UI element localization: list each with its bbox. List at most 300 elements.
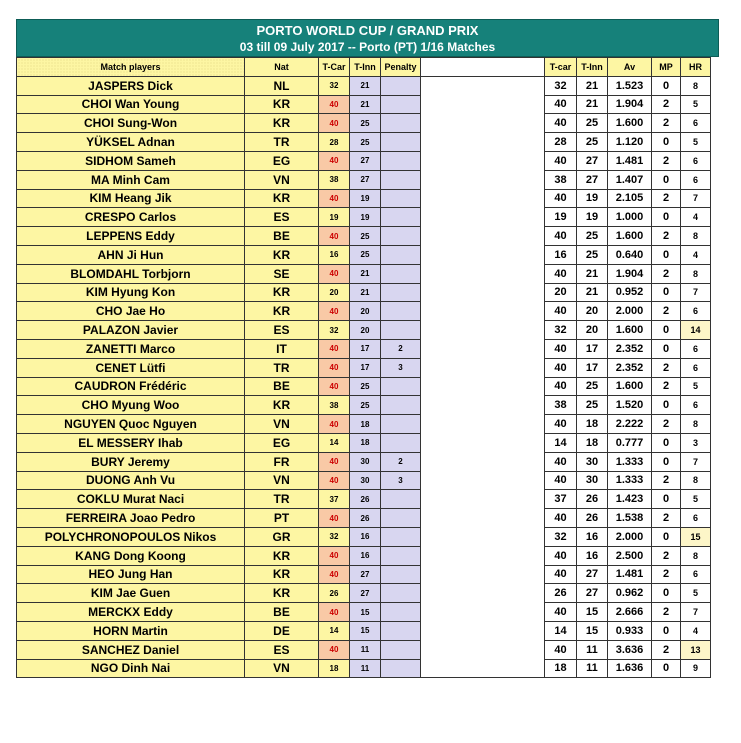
- header-tinn-right: T-Inn: [577, 58, 608, 77]
- result-points-cell: 32: [545, 527, 577, 546]
- table-row: [17, 509, 711, 528]
- table-row: [17, 415, 711, 434]
- nationality-cell: NL: [245, 76, 319, 95]
- average-cell: 0.640: [608, 245, 652, 264]
- table-row: [17, 377, 711, 396]
- points-scored-cell: 28: [319, 133, 350, 152]
- match-points-cell: 0: [652, 170, 681, 189]
- result-innings-cell: 30: [577, 452, 608, 471]
- player-name-cell: BURY Jeremy: [17, 452, 245, 471]
- result-innings-cell: 20: [577, 302, 608, 321]
- player-name-cell: POLYCHRONOPOULOS Nikos: [17, 527, 245, 546]
- spacer-cell: [421, 377, 545, 396]
- table-row: [17, 339, 711, 358]
- average-cell: 0.962: [608, 584, 652, 603]
- nationality-cell: PT: [245, 509, 319, 528]
- high-run-cell: 7: [681, 452, 711, 471]
- spacer-cell: [421, 621, 545, 640]
- average-cell: 1.538: [608, 509, 652, 528]
- result-innings-cell: 25: [577, 245, 608, 264]
- high-run-cell: 6: [681, 565, 711, 584]
- penalty-cell: [381, 189, 421, 208]
- match-points-cell: 2: [652, 227, 681, 246]
- points-scored-cell: 26: [319, 584, 350, 603]
- match-points-cell: 0: [652, 584, 681, 603]
- innings-cell: 27: [350, 565, 381, 584]
- player-name-cell: KIM Heang Jik: [17, 189, 245, 208]
- table-row: [17, 189, 711, 208]
- innings-cell: 30: [350, 471, 381, 490]
- table-row: [17, 114, 711, 133]
- nationality-cell: EG: [245, 151, 319, 170]
- spacer-cell: [421, 490, 545, 509]
- nationality-cell: TR: [245, 358, 319, 377]
- player-name-cell: AHN Ji Hun: [17, 245, 245, 264]
- nationality-cell: VN: [245, 471, 319, 490]
- player-name-cell: HORN Martin: [17, 621, 245, 640]
- match-points-cell: 2: [652, 509, 681, 528]
- innings-cell: 21: [350, 283, 381, 302]
- spacer-cell: [421, 546, 545, 565]
- nationality-cell: BE: [245, 227, 319, 246]
- points-scored-cell: 40: [319, 151, 350, 170]
- match-points-cell: 0: [652, 208, 681, 227]
- average-cell: 1.904: [608, 264, 652, 283]
- result-innings-cell: 17: [577, 358, 608, 377]
- spacer-cell: [421, 302, 545, 321]
- result-points-cell: 14: [545, 621, 577, 640]
- result-points-cell: 32: [545, 321, 577, 340]
- nationality-cell: KR: [245, 565, 319, 584]
- high-run-cell: 4: [681, 621, 711, 640]
- player-name-cell: CHO Myung Woo: [17, 396, 245, 415]
- high-run-cell: 8: [681, 264, 711, 283]
- match-points-cell: 2: [652, 189, 681, 208]
- nationality-cell: TR: [245, 133, 319, 152]
- points-scored-cell: 38: [319, 170, 350, 189]
- nationality-cell: ES: [245, 208, 319, 227]
- table-row: [17, 603, 711, 622]
- spacer-cell: [421, 133, 545, 152]
- spacer-cell: [421, 189, 545, 208]
- match-points-cell: 2: [652, 546, 681, 565]
- high-run-cell: 8: [681, 76, 711, 95]
- innings-cell: 17: [350, 358, 381, 377]
- table-row: [17, 546, 711, 565]
- player-name-cell: KANG Dong Koong: [17, 546, 245, 565]
- penalty-cell: 2: [381, 452, 421, 471]
- match-points-cell: 2: [652, 471, 681, 490]
- player-name-cell: SIDHOM Sameh: [17, 151, 245, 170]
- high-run-cell: 6: [681, 358, 711, 377]
- player-name-cell: CAUDRON Frédéric: [17, 377, 245, 396]
- match-points-cell: 2: [652, 264, 681, 283]
- points-scored-cell: 40: [319, 189, 350, 208]
- innings-cell: 18: [350, 433, 381, 452]
- result-innings-cell: 18: [577, 433, 608, 452]
- nationality-cell: VN: [245, 415, 319, 434]
- average-cell: 1.423: [608, 490, 652, 509]
- points-scored-cell: 32: [319, 321, 350, 340]
- innings-cell: 17: [350, 339, 381, 358]
- high-run-cell: 7: [681, 603, 711, 622]
- average-cell: 1.333: [608, 452, 652, 471]
- innings-cell: 19: [350, 189, 381, 208]
- average-cell: 2.105: [608, 189, 652, 208]
- player-name-cell: CENET Lütfi: [17, 358, 245, 377]
- result-points-cell: 18: [545, 659, 577, 678]
- penalty-cell: [381, 208, 421, 227]
- result-points-cell: 40: [545, 471, 577, 490]
- penalty-cell: [381, 245, 421, 264]
- average-cell: 0.933: [608, 621, 652, 640]
- table-row: [17, 659, 711, 678]
- spacer-cell: [421, 264, 545, 283]
- points-scored-cell: 40: [319, 358, 350, 377]
- result-innings-cell: 27: [577, 170, 608, 189]
- penalty-cell: [381, 603, 421, 622]
- high-run-cell: 6: [681, 302, 711, 321]
- player-name-cell: JASPERS Dick: [17, 76, 245, 95]
- high-run-cell: 5: [681, 377, 711, 396]
- average-cell: 1.120: [608, 133, 652, 152]
- match-points-cell: 0: [652, 659, 681, 678]
- result-innings-cell: 20: [577, 321, 608, 340]
- points-scored-cell: 14: [319, 621, 350, 640]
- innings-cell: 30: [350, 452, 381, 471]
- points-scored-cell: 20: [319, 283, 350, 302]
- match-points-cell: 0: [652, 433, 681, 452]
- penalty-cell: [381, 377, 421, 396]
- high-run-cell: 4: [681, 208, 711, 227]
- high-run-cell: 6: [681, 114, 711, 133]
- high-run-cell: 8: [681, 415, 711, 434]
- table-row: [17, 245, 711, 264]
- header-row: [17, 58, 711, 77]
- match-points-cell: 0: [652, 283, 681, 302]
- high-run-cell: 5: [681, 490, 711, 509]
- penalty-cell: [381, 133, 421, 152]
- high-run-cell: 5: [681, 133, 711, 152]
- points-scored-cell: 32: [319, 76, 350, 95]
- spacer-cell: [421, 283, 545, 302]
- spacer-cell: [421, 433, 545, 452]
- result-innings-cell: 21: [577, 95, 608, 114]
- average-cell: 1.000: [608, 208, 652, 227]
- result-points-cell: 40: [545, 377, 577, 396]
- table-row: [17, 621, 711, 640]
- innings-cell: 26: [350, 490, 381, 509]
- player-name-cell: PALAZON Javier: [17, 321, 245, 340]
- result-points-cell: 19: [545, 208, 577, 227]
- high-run-cell: 7: [681, 283, 711, 302]
- table-row: [17, 452, 711, 471]
- points-scored-cell: 40: [319, 227, 350, 246]
- high-run-cell: 15: [681, 527, 711, 546]
- penalty-cell: [381, 415, 421, 434]
- penalty-cell: [381, 509, 421, 528]
- average-cell: 2.000: [608, 302, 652, 321]
- innings-cell: 25: [350, 114, 381, 133]
- innings-cell: 25: [350, 227, 381, 246]
- penalty-cell: 3: [381, 358, 421, 377]
- result-innings-cell: 25: [577, 227, 608, 246]
- points-scored-cell: 40: [319, 302, 350, 321]
- header-tcar-right: T-car: [545, 58, 577, 77]
- spacer-cell: [421, 151, 545, 170]
- penalty-cell: [381, 659, 421, 678]
- average-cell: 2.222: [608, 415, 652, 434]
- table-row: [17, 76, 711, 95]
- player-name-cell: MA Minh Cam: [17, 170, 245, 189]
- result-points-cell: 40: [545, 415, 577, 434]
- player-name-cell: CHOI Sung-Won: [17, 114, 245, 133]
- table-row: [17, 565, 711, 584]
- player-name-cell: KIM Jae Guen: [17, 584, 245, 603]
- average-cell: 1.636: [608, 659, 652, 678]
- average-cell: 2.000: [608, 527, 652, 546]
- table-row: [17, 321, 711, 340]
- spacer-cell: [421, 227, 545, 246]
- points-scored-cell: 40: [319, 339, 350, 358]
- penalty-cell: [381, 170, 421, 189]
- player-name-cell: LEPPENS Eddy: [17, 227, 245, 246]
- points-scored-cell: 32: [319, 527, 350, 546]
- high-run-cell: 6: [681, 339, 711, 358]
- points-scored-cell: 40: [319, 471, 350, 490]
- nationality-cell: FR: [245, 452, 319, 471]
- match-points-cell: 2: [652, 415, 681, 434]
- penalty-cell: [381, 321, 421, 340]
- match-points-cell: 0: [652, 339, 681, 358]
- points-scored-cell: 40: [319, 95, 350, 114]
- nationality-cell: ES: [245, 640, 319, 659]
- average-cell: 1.520: [608, 396, 652, 415]
- high-run-cell: 8: [681, 227, 711, 246]
- header-penalty: Penalty: [381, 58, 421, 77]
- nationality-cell: BE: [245, 603, 319, 622]
- header-tinn-left: T-Inn: [350, 58, 381, 77]
- penalty-cell: [381, 302, 421, 321]
- header-nat: Nat: [245, 58, 319, 77]
- innings-cell: 25: [350, 245, 381, 264]
- high-run-cell: 6: [681, 170, 711, 189]
- average-cell: 1.600: [608, 227, 652, 246]
- spacer-cell: [421, 527, 545, 546]
- average-cell: 1.407: [608, 170, 652, 189]
- nationality-cell: KR: [245, 584, 319, 603]
- header-average: Av: [608, 58, 652, 77]
- player-name-cell: SANCHEZ Daniel: [17, 640, 245, 659]
- innings-cell: 15: [350, 621, 381, 640]
- result-innings-cell: 27: [577, 565, 608, 584]
- match-points-cell: 0: [652, 490, 681, 509]
- high-run-cell: 5: [681, 95, 711, 114]
- spacer-cell: [421, 114, 545, 133]
- high-run-cell: 14: [681, 321, 711, 340]
- result-innings-cell: 25: [577, 133, 608, 152]
- high-run-cell: 8: [681, 471, 711, 490]
- penalty-cell: [381, 227, 421, 246]
- match-points-cell: 2: [652, 151, 681, 170]
- table-row: [17, 151, 711, 170]
- penalty-cell: [381, 76, 421, 95]
- table-row: [17, 264, 711, 283]
- points-scored-cell: 19: [319, 208, 350, 227]
- result-points-cell: 26: [545, 584, 577, 603]
- high-run-cell: 5: [681, 584, 711, 603]
- nationality-cell: ES: [245, 321, 319, 340]
- result-points-cell: 32: [545, 76, 577, 95]
- spacer-cell: [421, 396, 545, 415]
- innings-cell: 18: [350, 415, 381, 434]
- high-run-cell: 4: [681, 245, 711, 264]
- penalty-cell: [381, 396, 421, 415]
- results-table: [16, 57, 711, 678]
- penalty-cell: [381, 433, 421, 452]
- result-innings-cell: 11: [577, 659, 608, 678]
- innings-cell: 16: [350, 546, 381, 565]
- nationality-cell: DE: [245, 621, 319, 640]
- result-points-cell: 37: [545, 490, 577, 509]
- innings-cell: 25: [350, 133, 381, 152]
- result-points-cell: 40: [545, 227, 577, 246]
- nationality-cell: KR: [245, 189, 319, 208]
- nationality-cell: TR: [245, 490, 319, 509]
- tournament-title: PORTO WORLD CUP / GRAND PRIX: [256, 23, 479, 38]
- results-sheet: [16, 19, 719, 676]
- spacer-cell: [421, 321, 545, 340]
- spacer-cell: [421, 358, 545, 377]
- spacer-cell: [421, 565, 545, 584]
- match-points-cell: 0: [652, 321, 681, 340]
- spacer-cell: [421, 640, 545, 659]
- table-row: [17, 527, 711, 546]
- innings-cell: 20: [350, 321, 381, 340]
- innings-cell: 11: [350, 659, 381, 678]
- nationality-cell: EG: [245, 433, 319, 452]
- innings-cell: 27: [350, 151, 381, 170]
- player-name-cell: CHO Jae Ho: [17, 302, 245, 321]
- player-name-cell: CRESPO Carlos: [17, 208, 245, 227]
- points-scored-cell: 40: [319, 377, 350, 396]
- tournament-subtitle: 03 till 09 July 2017 -- Porto (PT) 1/16 Matches: [239, 40, 496, 54]
- innings-cell: 20: [350, 302, 381, 321]
- result-innings-cell: 21: [577, 76, 608, 95]
- player-name-cell: COKLU Murat Naci: [17, 490, 245, 509]
- match-points-cell: 0: [652, 76, 681, 95]
- player-name-cell: KIM Hyung Kon: [17, 283, 245, 302]
- penalty-cell: [381, 151, 421, 170]
- spacer-cell: [421, 509, 545, 528]
- points-scored-cell: 18: [319, 659, 350, 678]
- result-innings-cell: 16: [577, 546, 608, 565]
- high-run-cell: 6: [681, 396, 711, 415]
- penalty-cell: [381, 264, 421, 283]
- header-high-run: HR: [681, 58, 711, 77]
- average-cell: 2.352: [608, 339, 652, 358]
- match-points-cell: 2: [652, 114, 681, 133]
- match-points-cell: 0: [652, 133, 681, 152]
- nationality-cell: KR: [245, 95, 319, 114]
- table-row: [17, 133, 711, 152]
- table-row: [17, 584, 711, 603]
- innings-cell: 21: [350, 95, 381, 114]
- result-innings-cell: 21: [577, 283, 608, 302]
- result-innings-cell: 27: [577, 584, 608, 603]
- average-cell: 2.352: [608, 358, 652, 377]
- points-scored-cell: 40: [319, 565, 350, 584]
- average-cell: 2.666: [608, 603, 652, 622]
- nationality-cell: KR: [245, 546, 319, 565]
- result-points-cell: 40: [545, 603, 577, 622]
- result-points-cell: 28: [545, 133, 577, 152]
- points-scored-cell: 40: [319, 415, 350, 434]
- header-tcar-left: T-Car: [319, 58, 350, 77]
- average-cell: 1.600: [608, 321, 652, 340]
- nationality-cell: KR: [245, 245, 319, 264]
- table-row: [17, 490, 711, 509]
- table-row: [17, 227, 711, 246]
- result-innings-cell: 26: [577, 490, 608, 509]
- innings-cell: 26: [350, 509, 381, 528]
- penalty-cell: [381, 95, 421, 114]
- nationality-cell: VN: [245, 170, 319, 189]
- penalty-cell: 2: [381, 339, 421, 358]
- result-points-cell: 40: [545, 302, 577, 321]
- high-run-cell: 6: [681, 151, 711, 170]
- spacer-cell: [421, 208, 545, 227]
- average-cell: 2.500: [608, 546, 652, 565]
- player-name-cell: NGO Dinh Nai: [17, 659, 245, 678]
- innings-cell: 16: [350, 527, 381, 546]
- match-points-cell: 2: [652, 565, 681, 584]
- average-cell: 1.904: [608, 95, 652, 114]
- penalty-cell: [381, 114, 421, 133]
- result-innings-cell: 21: [577, 264, 608, 283]
- innings-cell: 25: [350, 396, 381, 415]
- points-scored-cell: 40: [319, 509, 350, 528]
- result-points-cell: 40: [545, 452, 577, 471]
- table-row: [17, 640, 711, 659]
- penalty-cell: [381, 546, 421, 565]
- result-points-cell: 16: [545, 245, 577, 264]
- innings-cell: 11: [350, 640, 381, 659]
- average-cell: 0.777: [608, 433, 652, 452]
- table-row: [17, 433, 711, 452]
- average-cell: 1.523: [608, 76, 652, 95]
- spacer-cell: [421, 339, 545, 358]
- spacer-cell: [421, 170, 545, 189]
- penalty-cell: 3: [381, 471, 421, 490]
- result-innings-cell: 17: [577, 339, 608, 358]
- player-name-cell: DUONG Anh Vu: [17, 471, 245, 490]
- points-scored-cell: 38: [319, 396, 350, 415]
- nationality-cell: IT: [245, 339, 319, 358]
- innings-cell: 21: [350, 264, 381, 283]
- average-cell: 1.600: [608, 377, 652, 396]
- nationality-cell: SE: [245, 264, 319, 283]
- result-innings-cell: 26: [577, 509, 608, 528]
- result-innings-cell: 11: [577, 640, 608, 659]
- spacer-cell: [421, 603, 545, 622]
- result-points-cell: 40: [545, 565, 577, 584]
- spacer-cell: [421, 584, 545, 603]
- result-points-cell: 38: [545, 396, 577, 415]
- result-points-cell: 40: [545, 339, 577, 358]
- match-points-cell: 0: [652, 245, 681, 264]
- result-innings-cell: 25: [577, 377, 608, 396]
